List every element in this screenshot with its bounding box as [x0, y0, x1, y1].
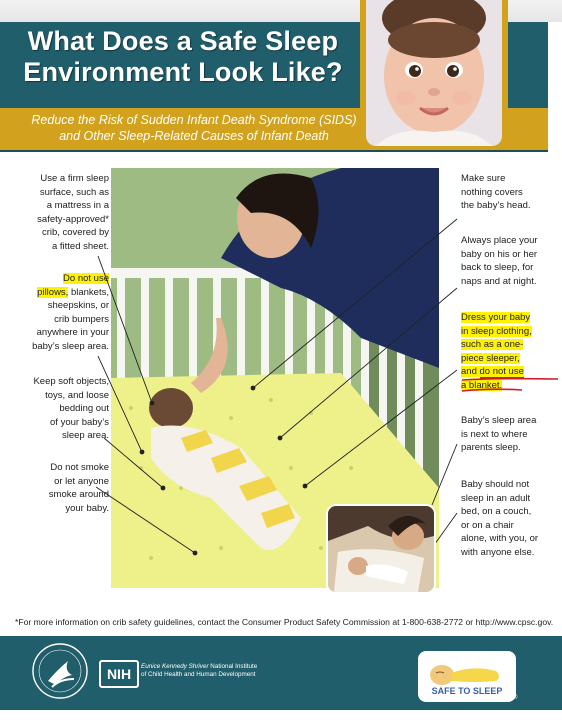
title-line-1: What Does a Safe Sleep: [27, 26, 339, 56]
note-line: toys, and loose: [45, 389, 109, 401]
note-line: parents sleep.: [461, 442, 521, 453]
note-nothing-covers-head: [461, 172, 561, 213]
note-line: smoke around: [48, 489, 109, 500]
nih-logo: NIH: [99, 660, 139, 688]
hhs-seal-logo: [30, 641, 90, 701]
nichd-name-italic: Eunice Kennedy Shriver: [141, 663, 209, 670]
note-line: nothing covers: [461, 186, 523, 198]
subtitle-line-2: and Other Sleep-Related Causes of Infant Death: [59, 129, 329, 143]
note-line: crib bumpers: [54, 313, 109, 325]
note-line: Keep soft objects,: [33, 376, 109, 387]
highlighted-text: and: [461, 366, 480, 377]
note-line: your baby.: [65, 502, 109, 514]
sleeping-baby-icon: [418, 651, 516, 687]
note-line: with anyone else.: [461, 546, 535, 558]
nichd-name-rest: National Institute: [208, 663, 258, 670]
note-line: baby’s sleep area.: [32, 340, 109, 352]
note-line: is next to where: [461, 428, 528, 440]
highlighted-text: a blanket.: [461, 379, 503, 391]
note-line: baby on his or her: [461, 248, 538, 260]
note-line: sheepskins, or: [47, 300, 109, 311]
subtitle-line-1: Reduce the Risk of Sudden Infant Death Syndrome (SIDS): [31, 113, 357, 127]
note-line: Baby should not: [461, 479, 530, 490]
highlighted-text: Dress your baby: [461, 312, 531, 323]
highlighted-text: in sleep clothing,: [461, 325, 532, 337]
title-line-2: Environment Look Like?: [23, 57, 343, 87]
note-line: anywhere in your: [36, 327, 109, 338]
inset-photo-bassinet: [326, 504, 436, 594]
note-line: bed, on a couch,: [461, 506, 532, 517]
note-back-to-sleep: [461, 234, 561, 288]
note-text: blankets,: [68, 286, 109, 298]
note-line: surface, such as: [39, 186, 109, 198]
crib-safety-footnote: *For more information on crib safety guidelines, contact the Consumer Product Safety Commission at 1-800-638-2772 or http://www.cpsc.gov.: [15, 617, 554, 627]
note-line: Baby’s sleep area: [461, 415, 537, 426]
note-line: or let anyone: [54, 475, 109, 487]
note-line: a fitted sheet.: [51, 240, 109, 252]
note-line: of your baby’s: [50, 416, 109, 428]
note-line: sleep in an adult: [461, 492, 531, 504]
note-line: Do not smoke: [50, 462, 109, 473]
note-line: alone, with you, or: [461, 533, 539, 544]
note-sleep-area-near-parents: [461, 414, 561, 455]
note-line: Make sure: [461, 173, 506, 184]
note-line: sleep area.: [61, 430, 109, 441]
underlined-text: do not use: [479, 366, 524, 377]
note-line: Always place your: [461, 235, 538, 246]
note-line: back to sleep, for: [461, 262, 534, 273]
note-line: the baby’s head.: [461, 200, 531, 211]
note-line: crib, covered by: [41, 227, 109, 238]
note-not-adult-bed: [461, 478, 561, 559]
highlighted-text: such as a one-: [461, 339, 524, 350]
nichd-name: [141, 663, 301, 679]
bottom-margin: [0, 710, 562, 725]
highlighted-text: pillows,: [37, 286, 69, 298]
note-line: Use a firm sleep: [40, 173, 109, 184]
note-line: bedding out: [59, 403, 109, 414]
registered-mark: ®: [513, 695, 518, 701]
note-line: a mattress in a: [46, 200, 109, 211]
safe-to-sleep-wordmark: SAFE TO SLEEP: [431, 686, 503, 696]
nichd-name-line-2: of Child Health and Human Development: [141, 671, 256, 678]
highlighted-text: Do not use: [63, 273, 109, 284]
highlighted-text: piece sleeper,: [461, 352, 520, 364]
red-pen-underline: [460, 377, 562, 395]
note-line: or on a chair: [461, 519, 514, 531]
note-line: safety-approved*: [37, 213, 109, 225]
note-line: naps and at night.: [461, 275, 537, 287]
